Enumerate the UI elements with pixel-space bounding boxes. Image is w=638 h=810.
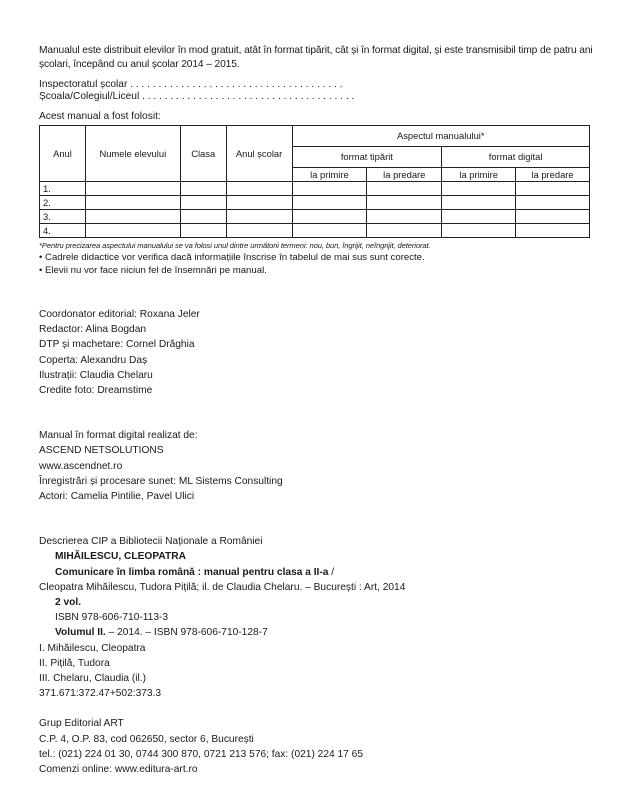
cip-authors-line: Cleopatra Mihăilescu, Tudora Pițilă; il. de Claudia Chelaru. – București : Art, 2014 [39, 581, 406, 593]
digital-line: ASCEND NETSOLUTIONS [39, 445, 164, 457]
editorial-credits [39, 307, 595, 398]
name-cell[interactable] [85, 196, 180, 210]
cip-index-3: III. Chelaru, Claudia (il.) [39, 673, 147, 685]
publisher-name: Grup Editorial ART [39, 718, 124, 730]
print-receive-cell[interactable] [292, 182, 367, 196]
scoala-label: Școala/Colegiul/Liceul [39, 91, 140, 102]
credit-line: DTP și machetare: Cornel Drăghia [39, 339, 195, 351]
bullet-students: • Elevii nu vor face niciun fel de însemnări pe manual. [39, 265, 267, 276]
header-tiparit-primire: la primire [292, 168, 367, 182]
header-format-digital: format digital [442, 147, 590, 168]
cip-index-1: I. Mihăilescu, Cleopatra [39, 642, 146, 654]
header-format-tiparit: format tipărit [292, 147, 442, 168]
cip-title: Comunicare în limba română : manual pentru clasa a II-a [55, 566, 329, 578]
print-return-cell[interactable] [367, 224, 442, 238]
distribution-notice: Manualul este distribuit elevilor în mod gratuit, atât în format tipărit, cât și în format digital, și este transmisibil timp de patru ani școlari, începând cu anul școlar 2014 – 2015. [39, 45, 593, 70]
header-nume: Numele elevului [85, 126, 180, 182]
bullet-teachers: • Cadrele didactice vor verifica dacă informațiile înscrise în tabelul de mai sus sunt corecte. [39, 252, 425, 263]
print-receive-cell[interactable] [292, 210, 367, 224]
digital-receive-cell[interactable] [442, 210, 516, 224]
print-return-cell[interactable] [367, 210, 442, 224]
digital-return-cell[interactable] [516, 196, 590, 210]
scoala-dots: . . . . . . . . . . . . . . . . . . . . . . . . . . . . . . . . . . . . . . [142, 91, 355, 102]
header-anul: Anul [40, 126, 86, 182]
credit-line: Ilustrații: Claudia Chelaru [39, 369, 153, 381]
digital-receive-cell[interactable] [442, 196, 516, 210]
usage-label: Acest manual a fost folosit: [39, 111, 161, 122]
cip-description [39, 534, 595, 701]
print-return-cell[interactable] [367, 196, 442, 210]
class-cell[interactable] [180, 224, 226, 238]
year-cell[interactable] [226, 196, 292, 210]
publisher-phone: tel.: (021) 224 01 30, 0744 300 870, 0721 213 576; fax: (021) 224 17 65 [39, 748, 363, 760]
table-footnote: *Pentru precizarea aspectului manualului se va folosi unul dintre următorii termeni: nou, bun, îngrijit, neîngrijit, deteriorat. [39, 241, 431, 250]
print-receive-cell[interactable] [292, 196, 367, 210]
row-number: 3. [40, 210, 86, 224]
credit-line: Redactor: Alina Bogdan [39, 324, 147, 336]
table-row [40, 224, 590, 238]
class-cell[interactable] [180, 210, 226, 224]
row-number: 4. [40, 224, 86, 238]
year-cell[interactable] [226, 210, 292, 224]
publisher-website: Comenzi online: www.editura-art.ro [39, 764, 198, 776]
cip-volume-two: Volumul II. [55, 627, 106, 639]
table-row [40, 182, 590, 196]
digital-receive-cell[interactable] [442, 224, 516, 238]
year-cell[interactable] [226, 224, 292, 238]
row-number: 2. [40, 196, 86, 210]
name-cell[interactable] [85, 182, 180, 196]
class-cell[interactable] [180, 182, 226, 196]
header-an-scolar: Anul școlar [226, 126, 292, 182]
cip-title-tail: / [328, 566, 335, 578]
cip-volume-two-isbn: – 2014. – ISBN 978-606-710-128-7 [105, 627, 268, 639]
school-lines [39, 79, 595, 103]
name-cell[interactable] [85, 224, 180, 238]
cip-heading: Descrierea CIP a Bibliotecii Naționale a României [39, 536, 263, 548]
table-row [40, 210, 590, 224]
header-aspect: Aspectul manualului* [292, 126, 589, 147]
row-number: 1. [40, 182, 86, 196]
header-tiparit-predare: la predare [367, 168, 442, 182]
header-digital-predare: la predare [516, 168, 590, 182]
table-row [40, 196, 590, 210]
digital-return-cell[interactable] [516, 210, 590, 224]
year-cell[interactable] [226, 182, 292, 196]
publisher-address: C.P. 4, O.P. 83, cod 062650, sector 6, București [39, 733, 254, 745]
credit-line: Coperta: Alexandru Daș [39, 354, 148, 366]
digital-receive-cell[interactable] [442, 182, 516, 196]
inspectorat-dots: . . . . . . . . . . . . . . . . . . . . . . . . . . . . . . . . . . . . . . [130, 79, 343, 90]
cip-author: MIHĂILESCU, CLEOPATRA [55, 551, 186, 563]
digital-line: Manual în format digital realizat de: [39, 430, 198, 442]
cip-volumes: 2 vol. [55, 597, 82, 609]
publisher-info [39, 716, 595, 777]
inspectorat-label: Inspectoratul școlar [39, 79, 128, 90]
credit-line: Coordonator editorial: Roxana Jeler [39, 309, 200, 320]
credit-line: Credite foto: Dreamstime [39, 385, 153, 397]
digital-line: Actori: Camelia Pintilie, Pavel Ulici [39, 491, 195, 503]
digital-return-cell[interactable] [516, 182, 590, 196]
digital-return-cell[interactable] [516, 224, 590, 238]
cip-index-2: II. Pițilă, Tudora [39, 657, 110, 669]
header-clasa: Clasa [180, 126, 226, 182]
usage-table [39, 125, 590, 238]
cip-cdu: 371.671:372.47+502:373.3 [39, 688, 162, 700]
header-digital-primire: la primire [442, 168, 516, 182]
digital-line: www.ascendnet.ro [39, 460, 123, 472]
name-cell[interactable] [85, 210, 180, 224]
digital-line: Înregistrări și procesare sunet: ML Sistems Consulting [39, 475, 283, 487]
digital-credits [39, 428, 595, 504]
cip-isbn: ISBN 978-606-710-113-3 [55, 612, 169, 624]
print-receive-cell[interactable] [292, 224, 367, 238]
page [39, 44, 595, 777]
class-cell[interactable] [180, 196, 226, 210]
print-return-cell[interactable] [367, 182, 442, 196]
